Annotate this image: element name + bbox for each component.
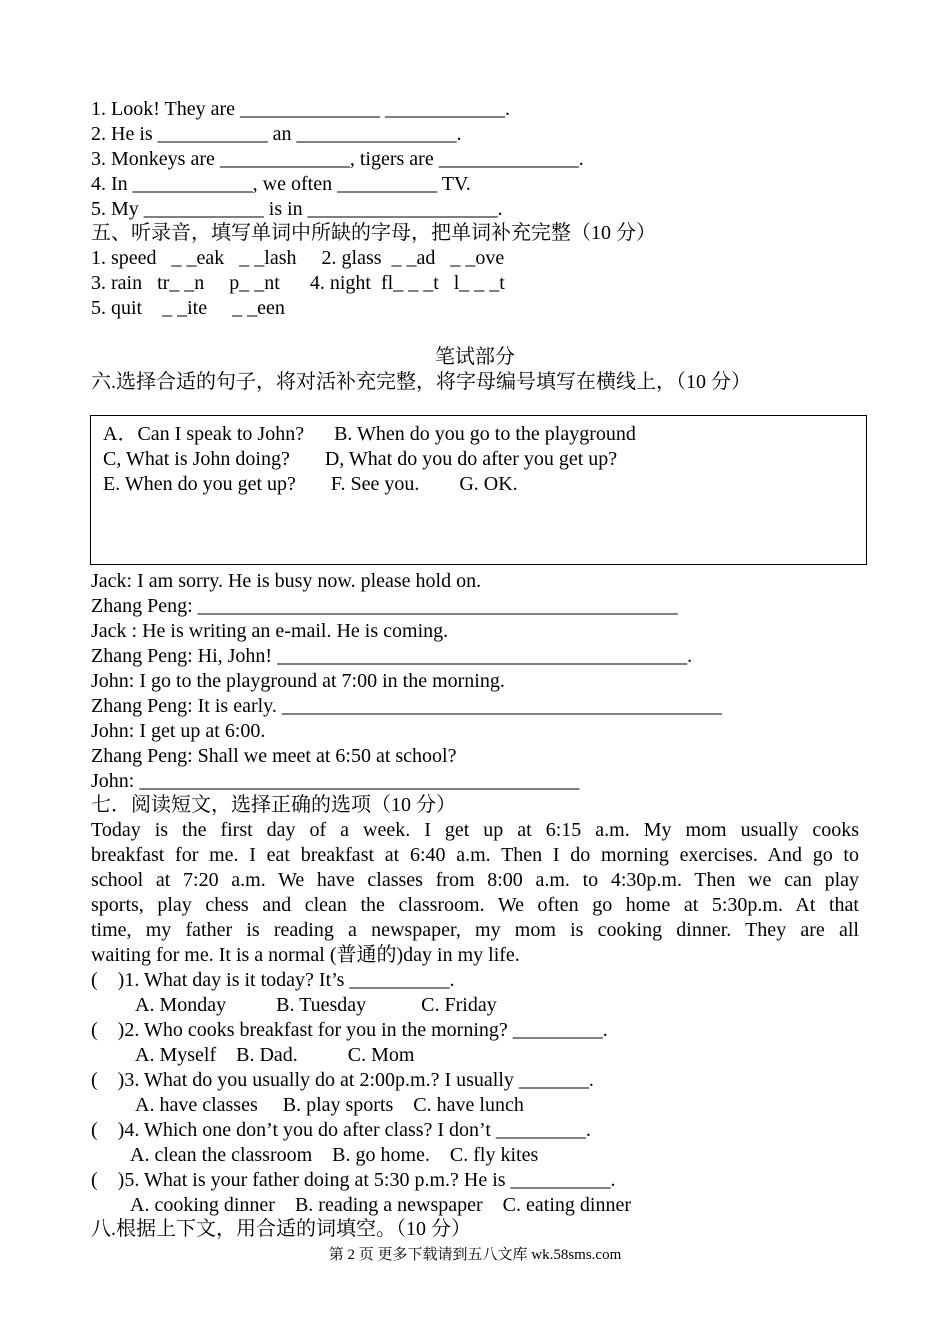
dialogue-line-7: John: I get up at 6:00. bbox=[91, 720, 266, 742]
listening-line-3: 3. Monkeys are _____________, tigers are ______________. bbox=[91, 148, 584, 170]
question-1-options: A. Monday B. Tuesday C. Friday bbox=[135, 994, 497, 1016]
reading-passage bbox=[91, 818, 859, 968]
dialogue-line-6: Zhang Peng: It is early. ____________________________________________ bbox=[91, 695, 722, 717]
section7-title: 七．阅读短文，选择正确的选项（10 分） bbox=[91, 794, 456, 816]
listening-line-2: 2. He is ___________ an ________________. bbox=[91, 123, 462, 145]
dialogue-line-1: Jack: I am sorry. He is busy now. please hold on. bbox=[91, 570, 482, 592]
section5-row-1: 1. speed _ _eak _ _lash 2. glass _ _ad _ _ove bbox=[91, 247, 505, 269]
passage-line-3: school at 7:20 a.m. We have classes from 8:00 a.m. to 4:30p.m. Then we can play bbox=[91, 869, 859, 891]
question-3-options: A. have classes B. play sports C. have lunch bbox=[135, 1094, 524, 1116]
question-4: ( )4. Which one don’t you do after class? I don’t _________. bbox=[91, 1119, 591, 1141]
question-5-options: A. cooking dinner B. reading a newspaper C. eating dinner bbox=[130, 1194, 631, 1216]
dialogue-line-8: Zhang Peng: Shall we meet at 6:50 at school? bbox=[91, 745, 457, 767]
passage-line-5: time, my father is reading a newspaper, my mom is cooking dinner. They are all bbox=[91, 919, 859, 941]
question-1: ( )1. What day is it today? It’s __________. bbox=[91, 969, 455, 991]
options-line-3: E. When do you get up? F. See you. G. OK. bbox=[103, 473, 518, 495]
written-part-title: 笔试部分 bbox=[435, 346, 515, 368]
question-2-options: A. Myself B. Dad. C. Mom bbox=[135, 1044, 415, 1066]
dialogue-line-5: John: I go to the playground at 7:00 in the morning. bbox=[91, 670, 505, 692]
dialogue-line-2: Zhang Peng: ________________________________________________ bbox=[91, 595, 678, 617]
dialogue-line-9: John: ____________________________________________ bbox=[91, 770, 580, 792]
dialogue-line-4: Zhang Peng: Hi, John! _________________________________________. bbox=[91, 645, 693, 667]
options-line-1: A．Can I speak to John? B. When do you go to the playground bbox=[103, 423, 636, 445]
listening-line-5: 5. My ____________ is in ___________________. bbox=[91, 198, 503, 220]
passage-line-4: sports, play chess and clean the classroom. We often go home at 5:30p.m. At that bbox=[91, 894, 859, 916]
passage-line-6: waiting for me. It is a normal (普通的)day in my life. bbox=[91, 944, 520, 966]
passage-line-2: breakfast for me. I eat breakfast at 6:40 a.m. Then I do morning exercises. And go to bbox=[91, 844, 859, 866]
section5-row-3: 5. quit _ _ite _ _een bbox=[91, 297, 285, 319]
section6-title: 六.选择合适的句子，将对活补充完整，将字母编号填写在横线上，（10 分） bbox=[91, 371, 751, 393]
question-2: ( )2. Who cooks breakfast for you in the morning? _________. bbox=[91, 1019, 608, 1041]
page-footer: 第 2 页 更多下载请到五八文库 wk.58sms.com bbox=[328, 1247, 622, 1263]
question-5: ( )5. What is your father doing at 5:30 p.m.? He is __________. bbox=[91, 1169, 616, 1191]
options-box bbox=[90, 415, 867, 565]
passage-line-1: Today is the first day of a week. I get up at 6:15 a.m. My mom usually cooks bbox=[91, 819, 859, 841]
question-3: ( )3. What do you usually do at 2:00p.m.? I usually _______. bbox=[91, 1069, 594, 1091]
section5-title: 五、听录音，填写单词中所缺的字母，把单词补充完整（10 分） bbox=[91, 222, 656, 244]
options-line-2: C, What is John doing? D, What do you do after you get up? bbox=[103, 448, 618, 470]
dialogue-line-3: Jack : He is writing an e-mail. He is coming. bbox=[91, 620, 449, 642]
question-4-options: A. clean the classroom B. go home. C. fly kites bbox=[130, 1144, 539, 1166]
listening-line-4: 4. In ____________, we often __________ TV. bbox=[91, 173, 471, 195]
listening-line-1: 1. Look! They are ______________ ____________. bbox=[91, 98, 511, 120]
section8-title: 八.根据上下文，用合适的词填空。（10 分） bbox=[91, 1218, 471, 1240]
section5-row-2: 3. rain tr_ _n p_ _nt 4. night fl_ _ _t l_ _ _t bbox=[91, 272, 505, 294]
